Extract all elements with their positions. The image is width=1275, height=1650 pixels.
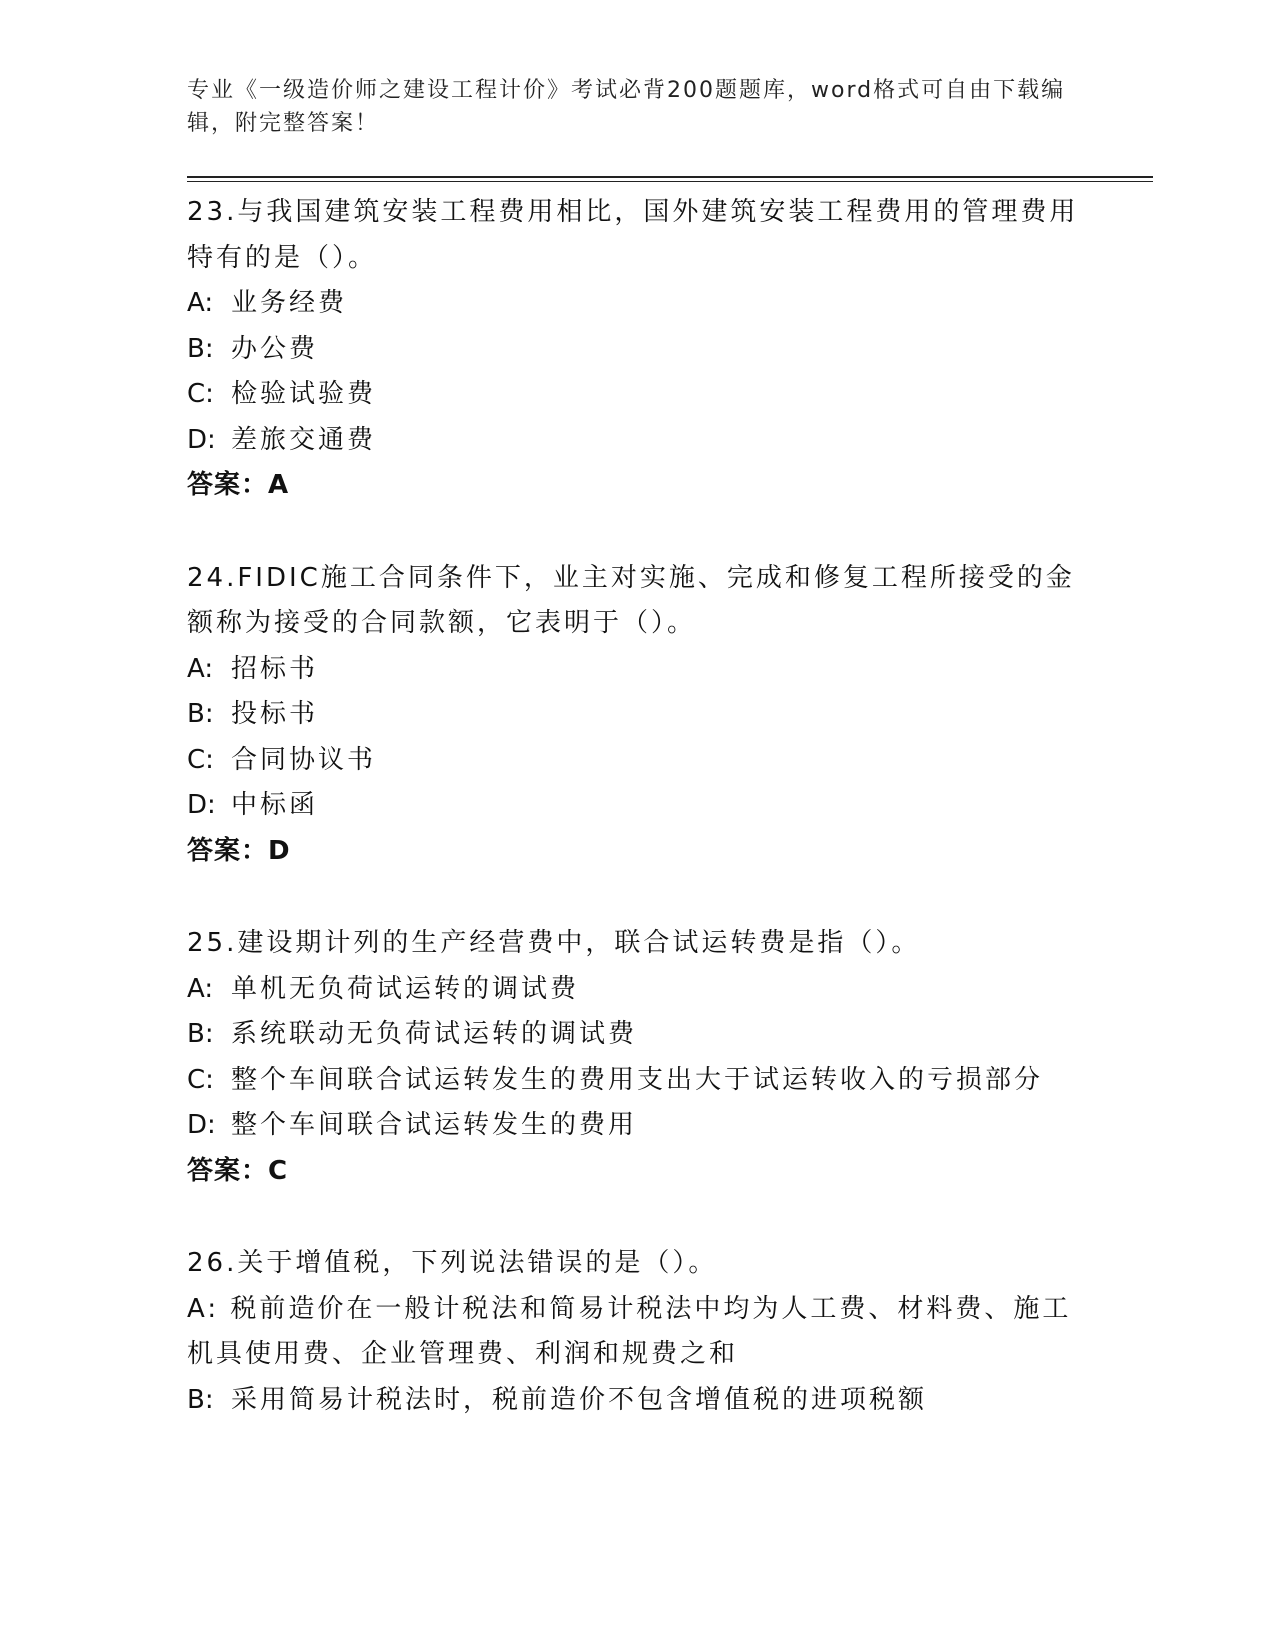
option-text: 整个车间联合试运转发生的费用支出大于试运转收入的亏损部分 — [231, 1064, 1044, 1095]
option-letter: C: — [187, 744, 214, 775]
option-letter: D: — [187, 790, 216, 820]
document-header: 专业《一级造价师之建设工程计价》考试必背200题题库，word格式可自由下载编辑，附完整答案！ — [187, 78, 1066, 136]
question-25 — [187, 921, 1087, 1194]
option-d — [187, 783, 1087, 829]
option-c — [187, 1058, 1087, 1104]
option-b — [187, 327, 1087, 373]
option-d — [187, 1103, 1087, 1149]
question-stem: 23.与我国建筑安装工程费用相比，国外建筑安装工程费用的管理费用特有的是（）。 — [187, 197, 1079, 273]
option-text: 税前造价在一般计税法和简易计税法中均为人工费、材料费、施工机具使用费、企业管理费、利润和规费之和 — [187, 1293, 1072, 1369]
question-list — [187, 190, 1087, 1423]
option-text: 差旅交通费 — [231, 424, 377, 455]
option-b — [187, 1378, 1087, 1424]
option-letter: A: — [187, 1293, 220, 1324]
header-rule-thick — [187, 176, 1153, 178]
option-c — [187, 372, 1087, 418]
question-stem: 26.关于增值税，下列说法错误的是（）。 — [187, 1248, 718, 1278]
option-letter: D: — [187, 424, 216, 455]
option-letter: B: — [187, 699, 214, 729]
option-text: 整个车间联合试运转发生的费用 — [231, 1110, 638, 1140]
option-text: 办公费 — [231, 333, 319, 364]
option-letter: A: — [187, 288, 214, 318]
question-26 — [187, 1241, 1087, 1423]
option-text: 系统联动无负荷试运转的调试费 — [231, 1019, 638, 1049]
option-d — [187, 418, 1087, 464]
option-text: 招标书 — [231, 653, 319, 684]
option-letter: B: — [187, 1019, 214, 1049]
question-24 — [187, 556, 1087, 875]
option-letter: C: — [187, 1064, 214, 1095]
option-b — [187, 692, 1087, 738]
option-text: 采用简易计税法时，税前造价不包含增值税的进项税额 — [231, 1384, 928, 1415]
option-text: 业务经费 — [231, 288, 348, 318]
answer-line: 答案：A — [187, 470, 290, 500]
option-letter: B: — [187, 333, 214, 364]
option-text: 投标书 — [231, 699, 319, 729]
option-letter: A: — [187, 973, 214, 1004]
answer-line: 答案：D — [187, 835, 291, 866]
option-letter: D: — [187, 1110, 216, 1140]
option-text: 合同协议书 — [231, 744, 377, 775]
question-23 — [187, 190, 1087, 509]
option-letter: B: — [187, 1384, 214, 1415]
question-stem: 25.建设期计列的生产经营费中，联合试运转费是指（）。 — [187, 928, 921, 958]
option-a — [187, 967, 1087, 1013]
option-a — [187, 281, 1087, 327]
option-text: 单机无负荷试运转的调试费 — [231, 973, 580, 1004]
option-letter: C: — [187, 379, 214, 409]
option-letter: A: — [187, 653, 214, 684]
answer-line: 答案：C — [187, 1155, 289, 1186]
option-c — [187, 738, 1087, 784]
option-b — [187, 1012, 1087, 1058]
option-text: 中标函 — [231, 790, 319, 820]
option-a — [187, 647, 1087, 693]
option-text: 检验试验费 — [231, 379, 377, 409]
header-rule-thin — [187, 181, 1153, 182]
option-a — [187, 1287, 1087, 1378]
question-stem: 24.FIDIC施工合同条件下，业主对实施、完成和修复工程所接受的金额称为接受的合同款额，它表明于（）。 — [187, 562, 1075, 638]
